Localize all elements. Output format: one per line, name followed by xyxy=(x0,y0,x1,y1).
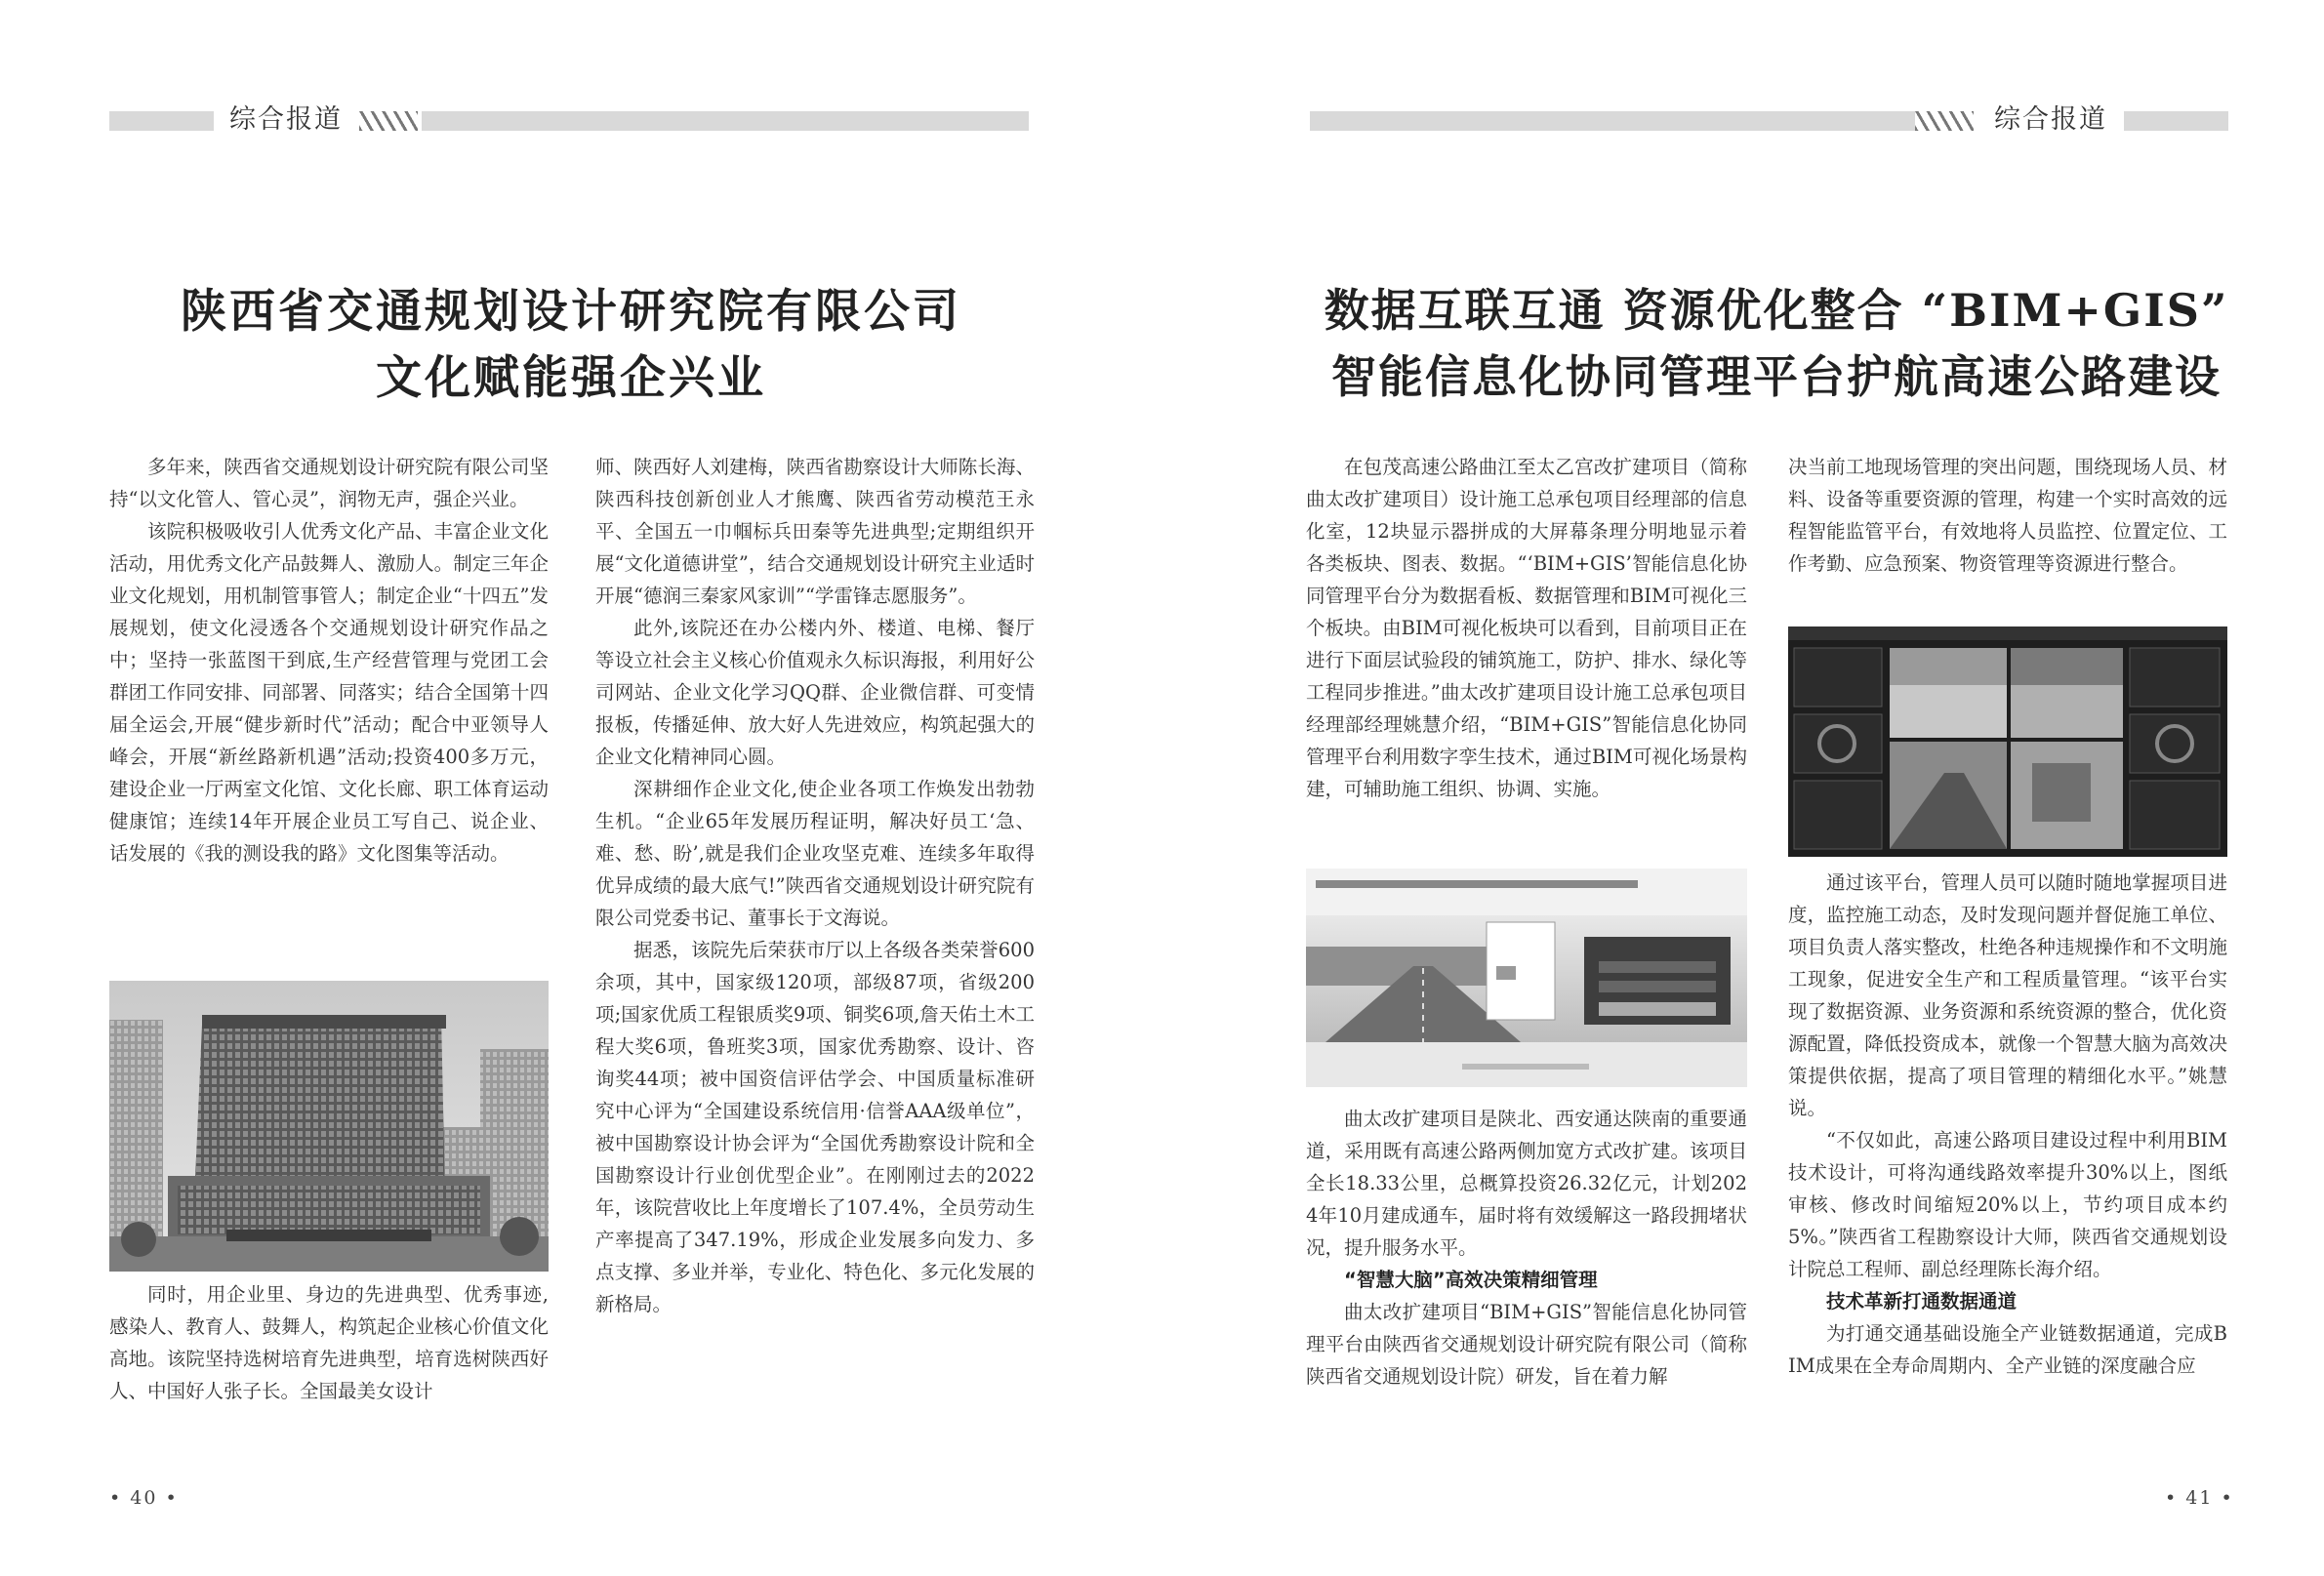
page-number-left: • 40 • xyxy=(109,1487,179,1509)
header-band-right-long xyxy=(1310,111,1915,131)
right-col1-top xyxy=(1306,451,1747,805)
paragraph: 曲太改扩建项目是陕北、西安通达陕南的重要通道，采用既有高速公路两侧加宽方式改扩建。该项目全长18.33公里，总概算投资26.32亿元，计划2024年10月建成通车，届时将有效缓解这一路段拥堵状况，提升服务水平。 xyxy=(1306,1108,1747,1259)
left-col2 xyxy=(595,451,1035,1320)
paragraph: 此外,该院还在办公楼内外、楼道、电梯、餐厅等设立社会主义核心价值观永久标识海报，利用好公司网站、企业文化学习QQ群、企业微信群、可变情报板，传播延伸、放大好人先进效应，构筑起强大的企业文化精神同心圆。 xyxy=(595,617,1035,768)
paragraph: 深耕细作企业文化,使企业各项工作焕发出勃勃生机。“企业65年发展历程证明，解决好员工‘急、难、愁、盼’,就是我们企业攻坚克难、连续多年取得优异成绩的最大底气!”陕西省交通规划设计研究院有限公司党委书记、董事长于文海说。 xyxy=(595,778,1035,929)
right-headline-line2: 智能信息化协同管理平台护航高速公路建设 xyxy=(1331,350,2222,403)
paragraph: 曲太改扩建项目“BIM+GIS”智能信息化协同管理平台由陕西省交通规划设计研究院有限公司（简称陕西省交通规划设计院）研发，旨在着力解 xyxy=(1306,1301,1747,1388)
paragraph: 多年来，陕西省交通规划设计研究院有限公司坚持“以文化管人、管心灵”，润物无声，强企兴业。 xyxy=(109,456,549,510)
paragraph: 通过该平台，管理人员可以随时随地掌握项目进度，监控施工动态，及时发现问题并督促施工单位、项目负责人落实整改，杜绝各种违规操作和不文明施工现象，促进安全生产和工程质量管理。“该平台实现了数据资源、业务资源和系统资源的整合，优化资源配置，降低投资成本，就像一个智慧大脑为高效决策提供依据，提高了项目管理的精细化水平。”姚慧说。 xyxy=(1788,871,2227,1119)
header-hatch-right xyxy=(1915,111,1974,131)
right-col2-bottom xyxy=(1788,867,2227,1382)
section-label-left: 综合报道 xyxy=(229,104,343,135)
paragraph: 在包茂高速公路曲江至太乙宫改扩建项目（简称曲太改扩建项目）设计施工总承包项目经理部的信息化室，12块显示器拼成的大屏幕条理分明地显示着各类板块、图表、数据。“‘BIM+GIS’智能信息化协同管理平台分为数据看板、数据管理和BIM可视化三个板块。由BIM可视化板块可以看到，目前项目正在进行下面层试验段的铺筑施工，防护、排水、绿化等工程同步推进。”曲太改扩建项目设计施工总承包项目经理部经理姚慧介绍，“BIM+GIS”智能信息化协同管理平台利用数字孪生技术，通过BIM可视化场景构建，可辅助施工组织、协调、实施。 xyxy=(1306,456,1747,800)
page-number-right: • 41 • xyxy=(2165,1487,2234,1509)
right-headline-line1: 数据互联互通 资源优化整合 “BIM+GIS” xyxy=(1324,284,2229,337)
header-hatch-left xyxy=(359,111,418,131)
paragraph: 同时，用企业里、身边的先进典型、优秀事迹,感染人、教育人、鼓舞人，构筑起企业核心价值文化高地。该院坚持选树培育先进典型，培育选树陕西好人、中国好人张子长。全国最美女设计 xyxy=(109,1283,549,1402)
left-col1-bottom xyxy=(109,1278,549,1407)
platform-login-screenshot xyxy=(1306,869,1747,1087)
paragraph: “不仅如此，高速公路项目建设过程中利用BIM技术设计，可将沟通线路效率提升30%以上，图纸审核、修改时间缩短20%以上，节约项目成本约5%。”陕西省工程勘察设计大师，陕西省交通规划设计院总工程师、副总经理陈长海介绍。 xyxy=(1788,1129,2227,1280)
dashboard-screenshot xyxy=(1788,626,2227,857)
subhead-tech-innovation: 技术革新打通数据通道 xyxy=(1826,1290,2018,1313)
paragraph: 据悉，该院先后荣获市厅以上各级各类荣誉600余项，其中，国家级120项，部级87项，省级200项;国家优质工程银质奖9项、铜奖6项,詹天佑土木工程大奖6项，鲁班奖3项，国家优秀勘察、设计、咨询奖44项；被中国资信评估学会、中国质量标准研究中心评为“全国建设系统信用·信誉AAA级单位”，被中国勘察设计协会评为“全国优秀勘察设计院和全国勘察设计行业创优型企业”。在刚刚过去的2022年，该院营收比上年度增长了107.4%，全员劳动生产率提高了347.19%，形成企业发展多向发力、多点支撑、多业并举，专业化、特色化、多元化发展的新格局。 xyxy=(595,939,1035,1315)
left-headline-line1: 陕西省交通规划设计研究院有限公司 xyxy=(181,285,961,339)
right-col1-bottom xyxy=(1306,1103,1747,1393)
building-photo xyxy=(109,981,549,1272)
section-label-right: 综合报道 xyxy=(1994,104,2107,135)
paragraph: 决当前工地现场管理的突出问题，围绕现场人员、材料、设备等重要资源的管理，构建一个实时高效的远程智能监管平台，有效地将人员监控、位置定位、工作考勤、应急预案、物资管理等资源进行整合。 xyxy=(1788,456,2227,575)
paragraph: 为打通交通基础设施全产业链数据通道，完成BIM成果在全寿命周期内、全产业链的深度融合应 xyxy=(1788,1322,2227,1377)
paragraph: 该院积极吸收引人优秀文化产品、丰富企业文化活动，用优秀文化产品鼓舞人、激励人。制定三年企业文化规划，用机制管事管人；制定企业“十四五”发展规划，使文化浸透各个交通规划设计研究作品之中；坚持一张蓝图干到底,生产经营管理与党团工会群团工作同安排、同部署、同落实；结合全国第十四届全运会,开展“健步新时代”活动；配合中亚领导人峰会，开展“新丝路新机遇”活动;投资400多万元，建设企业一厅两室文化馆、文化长廊、职工体育运动健康馆；连续14年开展企业员工写自己、说企业、话发展的《我的测设我的路》文化图集等活动。 xyxy=(109,520,549,865)
header-band-right xyxy=(2124,111,2228,131)
header-band-left-long xyxy=(422,111,1029,131)
left-headline-line2: 文化赋能强企兴业 xyxy=(376,351,766,405)
right-col2-top xyxy=(1788,451,2227,580)
subhead-smart-brain: “智慧大脑”高效决策精细管理 xyxy=(1344,1269,1598,1291)
header-band-left xyxy=(109,111,214,131)
left-col1-top xyxy=(109,451,549,869)
paragraph: 师、陕西好人刘建梅，陕西省勘察设计大师陈长海、陕西科技创新创业人才熊鹰、陕西省劳动模范王永平、全国五一巾帼标兵田秦等先进典型;定期组织开展“文化道德讲堂”，结合交通规划设计研究主业适时开展“德润三秦家风家训”“学雷锋志愿服务”。 xyxy=(595,456,1035,607)
